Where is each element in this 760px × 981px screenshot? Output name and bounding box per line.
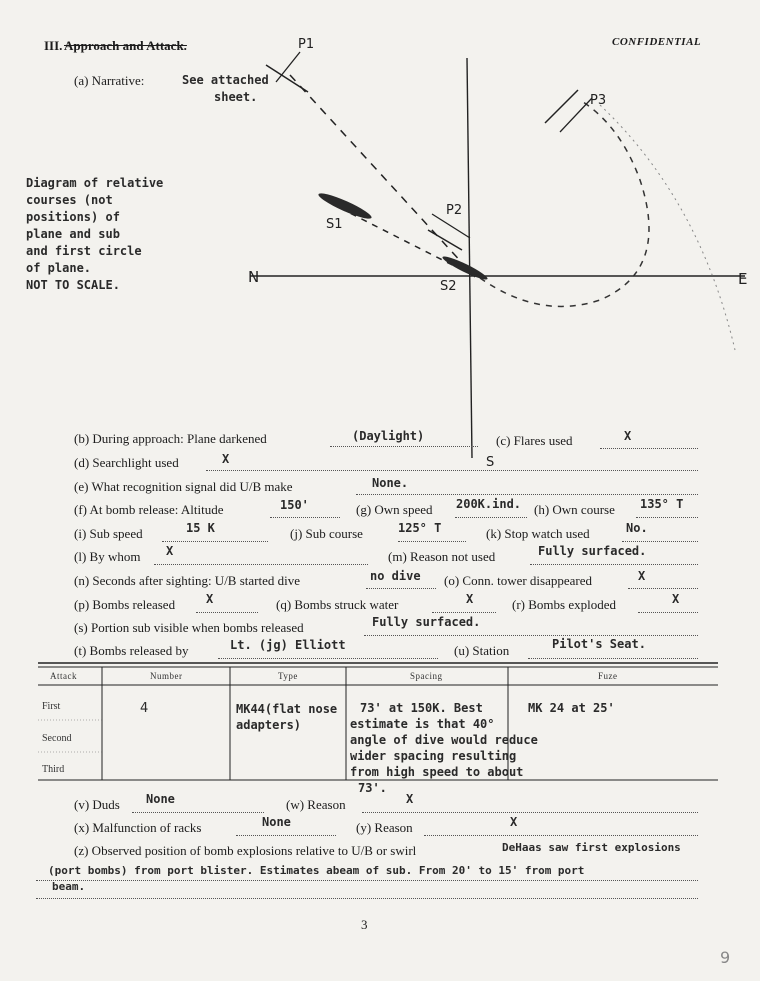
field-u-label: (u) Station (454, 643, 510, 658)
field-i-value: 15 K (186, 521, 215, 535)
table-spacing-line: estimate is that 40° (350, 717, 495, 731)
field-w-value: X (406, 792, 414, 806)
caption-line: NOT TO SCALE. (26, 278, 120, 292)
field-e-value: None. (372, 476, 409, 490)
p3-label: P3 (590, 93, 607, 108)
corner-mark: 9 (720, 948, 731, 967)
caption-line: courses (not (26, 193, 113, 207)
caption-line: Diagram of relative (26, 176, 164, 190)
field-l-label: (l) By whom (74, 549, 141, 564)
table-header-fuze: Fuze (598, 671, 618, 681)
table-row-second: Second (42, 733, 72, 744)
field-y-value: X (510, 815, 518, 829)
field-t-label: (t) Bombs released by (74, 643, 189, 658)
field-f-label: (f) At bomb release: Altitude (74, 502, 224, 517)
field-k-value: No. (626, 521, 648, 535)
field-d-value: X (222, 452, 230, 466)
field-z-value-line3: beam. (52, 880, 86, 893)
field-q-value: X (466, 592, 474, 606)
field-n-label: (n) Seconds after sighting: U/B started dive (74, 573, 301, 588)
table-spacing-line: 73' at 150K. Best (360, 701, 483, 715)
field-z-value-line2: (port bombs) from port blister. Estimates abeam of sub. From 20' to 15' from port (48, 864, 585, 877)
p1-label: P1 (298, 37, 315, 52)
field-r-label: (r) Bombs exploded (512, 597, 616, 612)
field-c-value: X (624, 429, 632, 443)
table-spacing-line: from high speed to about (350, 765, 524, 779)
table-number-value: 4 (140, 701, 149, 716)
field-s-value: Fully surfaced. (372, 615, 481, 629)
table-header-number: Number (150, 671, 183, 681)
p2-label: P2 (446, 203, 463, 218)
field-p-label: (p) Bombs released (74, 597, 176, 612)
table-spacing-line: angle of dive would reduce (350, 733, 538, 747)
field-w-label: (w) Reason (286, 797, 346, 812)
field-m-label: (m) Reason not used (388, 549, 496, 564)
field-z-label: (z) Observed position of bomb explosions relative to U/B or swirl (74, 843, 417, 858)
table-header-attack: Attack (50, 671, 77, 681)
section-number: III. (44, 38, 63, 53)
table-row-first: First (42, 701, 61, 712)
field-h-value: 135° T (640, 497, 684, 511)
field-y-label: (y) Reason (356, 820, 413, 835)
field-g-value: 200K.ind. (456, 497, 522, 511)
table-type-line: adapters) (236, 718, 302, 732)
field-r-value: X (672, 592, 680, 606)
s1-label: S1 (326, 217, 343, 232)
caption-line: plane and sub (26, 227, 120, 241)
field-j-value: 125° T (398, 521, 442, 535)
field-k-label: (k) Stop watch used (486, 526, 590, 541)
narrative-value-line1: See attached (182, 73, 269, 87)
table-spacing-line: wider spacing resulting (350, 749, 517, 763)
caption-line: and first circle (26, 244, 142, 258)
table-fuze-value: MK 24 at 25' (528, 701, 615, 715)
field-q-label: (q) Bombs struck water (276, 597, 399, 612)
field-j-label: (j) Sub course (290, 526, 363, 541)
narrative-value-line2: sheet. (214, 90, 258, 104)
field-b-label: (b) During approach: Plane darkened (74, 431, 267, 446)
table-header-type: Type (278, 671, 298, 681)
field-u-value: Pilot's Seat. (552, 637, 646, 651)
field-x-label: (x) Malfunction of racks (74, 820, 202, 835)
caption-line: of plane. (26, 261, 92, 275)
table-spacing-line: 73'. (358, 781, 387, 795)
section-title: Approach and Attack. (64, 38, 187, 53)
field-s-label: (s) Portion sub visible when bombs released (74, 620, 304, 635)
field-m-value: Fully surfaced. (538, 544, 647, 558)
east-label: E (738, 270, 748, 288)
field-b-value: (Daylight) (352, 429, 425, 443)
field-h-label: (h) Own course (534, 502, 615, 517)
field-t-value: Lt. (jg) Elliott (230, 638, 346, 652)
field-p-value: X (206, 592, 214, 606)
page-number: 3 (361, 917, 368, 932)
south-label: S (486, 455, 495, 470)
field-o-value: X (638, 569, 646, 583)
field-v-value: None (146, 792, 175, 806)
table-row-third: Third (42, 764, 65, 775)
field-f-value: 150' (280, 498, 309, 512)
field-l-value: X (166, 544, 174, 558)
field-e-label: (e) What recognition signal did U/B make (74, 479, 293, 494)
field-i-label: (i) Sub speed (74, 526, 143, 541)
field-c-label: (c) Flares used (496, 433, 573, 448)
north-label: N (248, 268, 260, 286)
classification-label: CONFIDENTIAL (612, 36, 702, 48)
caption-line: positions) of (26, 210, 120, 224)
field-v-label: (v) Duds (74, 797, 120, 812)
narrative-label: (a) Narrative: (74, 73, 145, 88)
field-z-value-line1: DeHaas saw first explosions (502, 841, 681, 854)
field-n-value: no dive (370, 569, 421, 583)
field-d-label: (d) Searchlight used (74, 455, 179, 470)
field-x-value: None (262, 815, 291, 829)
field-g-label: (g) Own speed (356, 502, 433, 517)
table-header-spacing: Spacing (410, 671, 443, 681)
field-o-label: (o) Conn. tower disappeared (444, 573, 593, 588)
s2-label: S2 (440, 279, 457, 294)
table-type-line: MK44(flat nose (236, 702, 338, 716)
